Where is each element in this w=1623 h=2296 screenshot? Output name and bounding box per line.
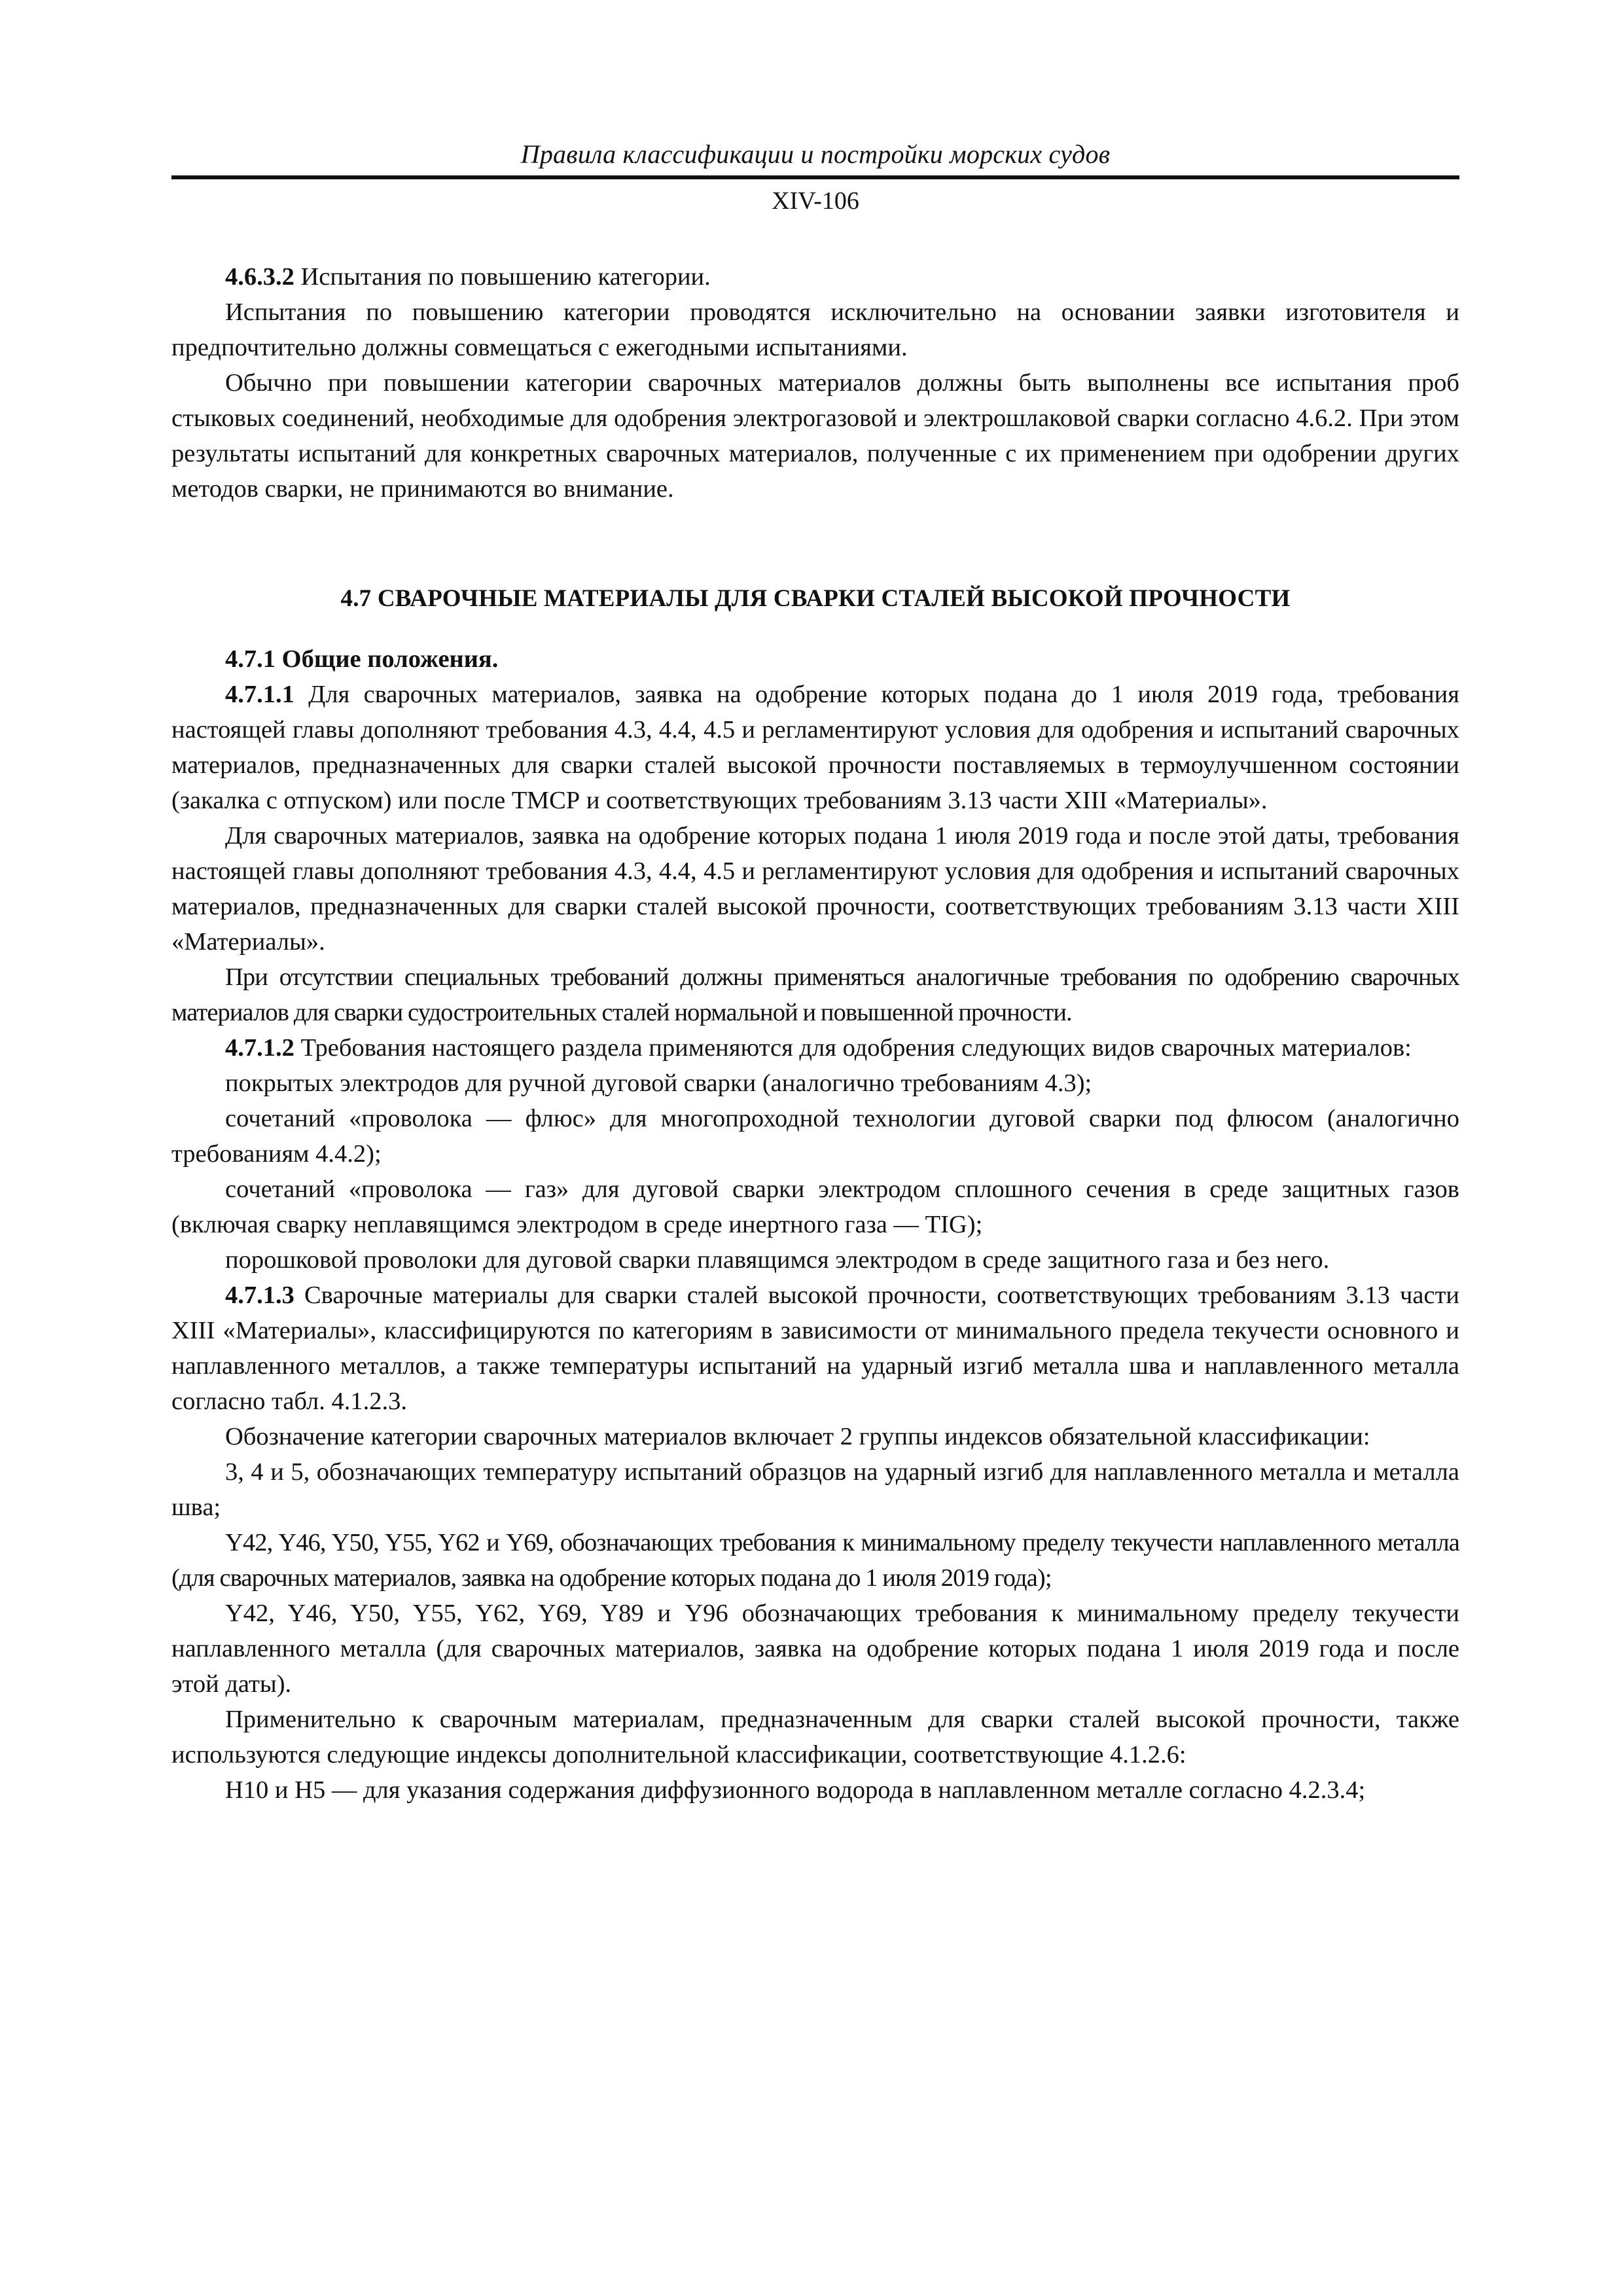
clause-text: Требования настоящего раздела применяются для одобрения следующих видов сварочных материалов: <box>294 1034 1412 1062</box>
list-item-index-yield-before: Y42, Y46, Y50, Y55, Y62 и Y69, обозначающих требования к минимальному пределу текучести наплавленного металла (для сварочных материалов, заявка на одобрение которых подана до 1 июля 2019 года); <box>171 1529 1459 1592</box>
list-item-flux-cored-wire: порошковой проволоки для дуговой сварки плавящимся электродом в среде защитного газа и без него. <box>225 1246 1330 1274</box>
clause-number: 4.6.3.2 <box>225 263 294 291</box>
clause-number: 4.7.1.2 <box>225 1034 294 1062</box>
page-number: XIV-106 <box>772 187 859 215</box>
document-page <box>171 137 1459 1808</box>
clause-number: 4.7.1.3 <box>225 1282 294 1309</box>
list-item-index-yield-after: Y42, Y46, Y50, Y55, Y62, Y69, Y89 и Y96 обозначающих требования к минимальному пределу текучести наплавленного металла (для сварочных материалов, заявка на одобрение которых подана 1 июля 2019 года и после этой даты). <box>171 1600 1459 1698</box>
clause-text: Сварочные материалы для сварки сталей высокой прочности, соответствующих требованиям 3.13 части XIII «Материалы», классифицируются по категориям в зависимости от минимального предела текучести основного и наплавленного металлов, а также температуры испытаний на ударный изгиб металла шва и наплавленного металла согласно табл. 4.1.2.3. <box>171 1282 1459 1415</box>
clause-number: 4.7.1.1 <box>225 681 294 708</box>
paragraph-4-7-1-2 <box>171 1030 1459 1066</box>
paragraph-upgrade-requirements: Обычно при повышении категории сварочных материалов должны быть выполнены все испытания проб стыковых соединений, необходимые для одобрения электрогазовой и электрошлаковой сварки согласно 4.6.2. При этом результаты испытаний для конкретных сварочных материалов, полученные с их применением при одобрении других методов сварки, не принимаются во внимание. <box>171 369 1459 503</box>
list-item-hydrogen-index: H10 и H5 — для указания содержания диффузионного водорода в наплавленном металле согласно 4.2.3.4; <box>225 1776 1366 1804</box>
paragraph-category-designation: Обозначение категории сварочных материалов включает 2 группы индексов обязательной классификации: <box>225 1423 1370 1450</box>
paragraph-additional-indices: Применительно к сварочным материалам, предназначенным для сварки сталей высокой прочности, также используются следующие индексы дополнительной классификации, соответствующие 4.1.2.6: <box>171 1706 1459 1768</box>
paragraph-4-7-1-1 <box>171 677 1459 818</box>
section-heading-4-7: 4.7 СВАРОЧНЫЕ МАТЕРИАЛЫ ДЛЯ СВАРКИ СТАЛЕЙ ВЫСОКОЙ ПРОЧНОСТИ <box>340 585 1291 612</box>
list-item-wire-flux: сочетаний «проволока — флюс» для многопроходной технологии дуговой сварки под флюсом (аналогично требованиям 4.4.2); <box>171 1105 1459 1168</box>
list-item-index-temperature: 3, 4 и 5, обозначающих температуру испытаний образцов на ударный изгиб для наплавленного металла и металла шва; <box>171 1458 1459 1521</box>
paragraph-4-7-1-1-b: Для сварочных материалов, заявка на одобрение которых подана 1 июля 2019 года и после этой даты, требования настоящей главы дополняют требования 4.3, 4.4, 4.5 и регламентируют условия для одобрения и испытаний сварочных материалов, предназначенных для сварки сталей высокой прочности, соответствующих требованиям 3.13 части XIII «Материалы». <box>171 822 1459 956</box>
paragraph-upgrade-tests: Испытания по повышению категории проводятся исключительно на основании заявки изготовителя и предпочтительно должны совмещаться с ежегодными испытаниями. <box>171 298 1459 361</box>
clause-title: Испытания по повышению категории. <box>294 263 711 291</box>
paragraph-4-7-1-1-c: При отсутствии специальных требований должны применяться аналогичные требования по одобрению сварочных материалов для сварки судостроительных сталей нормальной и повышенной прочности. <box>171 963 1459 1026</box>
list-item-coated-electrodes: покрытых электродов для ручной дуговой сварки (аналогично требованиям 4.3); <box>225 1069 1092 1097</box>
header-rule <box>171 175 1459 179</box>
running-header: Правила классификации и постройки морских судов <box>520 139 1111 169</box>
paragraph-4-7-1-3 <box>171 1278 1459 1419</box>
clause-text: Для сварочных материалов, заявка на одобрение которых подана до 1 июля 2019 года, требования настоящей главы дополняют требования 4.3, 4.4, 4.5 и регламентируют условия для одобрения и испытаний сварочных материалов, предназначенных для сварки сталей высокой прочности поставляемых в термоулучшенном состоянии (закалка с отпуском) или после ТМСР и соответствующих требованиям 3.13 части XIII «Материалы». <box>171 681 1459 814</box>
list-item-wire-gas: сочетаний «проволока — газ» для дуговой сварки электродом сплошного сечения в среде защитных газов (включая сварку неплавящимся электродом в среде инертного газа — TIG); <box>171 1175 1459 1238</box>
subheading-4-7-1: 4.7.1 Общие положения. <box>225 645 499 673</box>
paragraph-4-6-3-2-title <box>171 259 1459 295</box>
